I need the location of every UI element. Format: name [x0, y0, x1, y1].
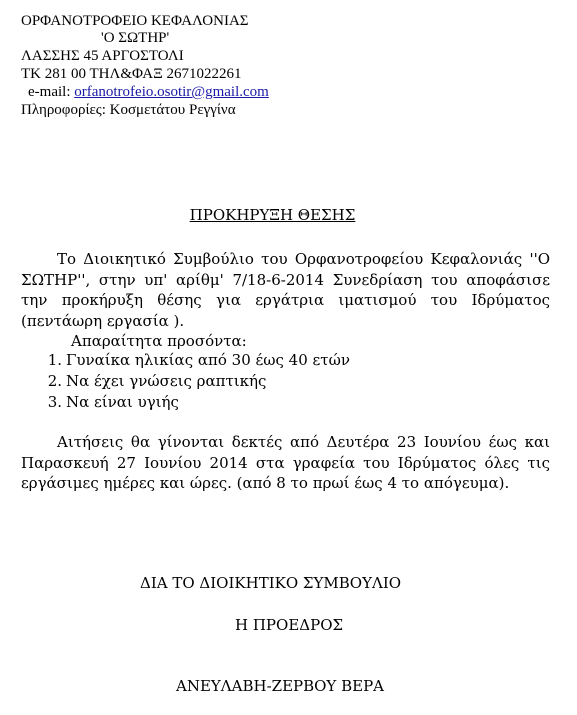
email-link[interactable]: orfanotrofeio.osotir@gmail.com	[74, 84, 269, 100]
list-item-number: 3.	[47, 393, 62, 411]
signature-role: Η ΠΡΟΕΔΡΟΣ	[235, 616, 344, 634]
list-item-text: Να είναι υγιής	[66, 393, 179, 411]
contact-info: Πληροφορίες: Κοσμετάτου Ρεγγίνα	[21, 102, 236, 118]
requirements-list	[38, 350, 350, 413]
org-phone: ΤΚ 281 00 ΤΗΛ&ΦΑΞ 2671022261	[21, 66, 242, 82]
email-line	[28, 84, 269, 101]
applications-paragraph: Αιτήσεις θα γίνονται δεκτές από Δευτέρα 23 Ιουνίου έως και Παρασκευή 27 Ιουνίου 2014 στα γραφεία του Ιδρύματος όλες τις εργάσιμες ημέρες και ώρες. (από 8 το πρωί έως 4 το απόγευμα).	[21, 433, 550, 492]
org-address: ΛΑΣΣΗΣ 45 ΑΡΓΟΣΤΟΛΙ	[21, 48, 184, 64]
list-item	[38, 371, 350, 392]
list-item	[38, 392, 350, 413]
list-item-text: Γυναίκα ηλικίας από 30 έως 40 ετών	[66, 351, 350, 369]
intro-paragraph: Το Διοικητικό Συμβούλιο του Ορφανοτροφείου Κεφαλονιάς ''Ο ΣΩΤΗΡ'', στην υπ' αρίθμ' 7/18-6-2014 Συνεδρίαση του αποφάσισε την προκήρυξη θέσης για εργάτρια ιματισμού του Ιδρύματος (πεντάωρη εργασία ).	[21, 250, 550, 330]
org-name: ΟΡΦΑΝΟΤΡΟΦΕΙΟ ΚΕΦΑΛΟΝΙΑΣ	[21, 13, 249, 29]
signature-name: ΑΝΕΥΛΑΒΗ-ΖΕΡΒΟΥ ΒΕΡΑ	[176, 677, 385, 695]
list-item	[38, 350, 350, 371]
requirements-title: Απαραίτητα προσόντα:	[71, 332, 247, 350]
announcement-title: ΠΡΟΚΗΡΥΞΗ ΘΕΣΗΣ	[189, 206, 356, 224]
signature-board: ΔΙΑ ΤΟ ΔΙΟΙΚΗΤΙΚΟ ΣΥΜΒΟΥΛΙΟ	[140, 574, 402, 592]
org-subname: 'Ο ΣΩΤΗΡ'	[101, 30, 170, 46]
list-item-number: 2.	[47, 372, 62, 390]
list-item-text: Να έχει γνώσεις ραπτικής	[66, 372, 267, 390]
list-item-number: 1.	[47, 351, 62, 369]
email-label: e-mail:	[28, 84, 71, 100]
